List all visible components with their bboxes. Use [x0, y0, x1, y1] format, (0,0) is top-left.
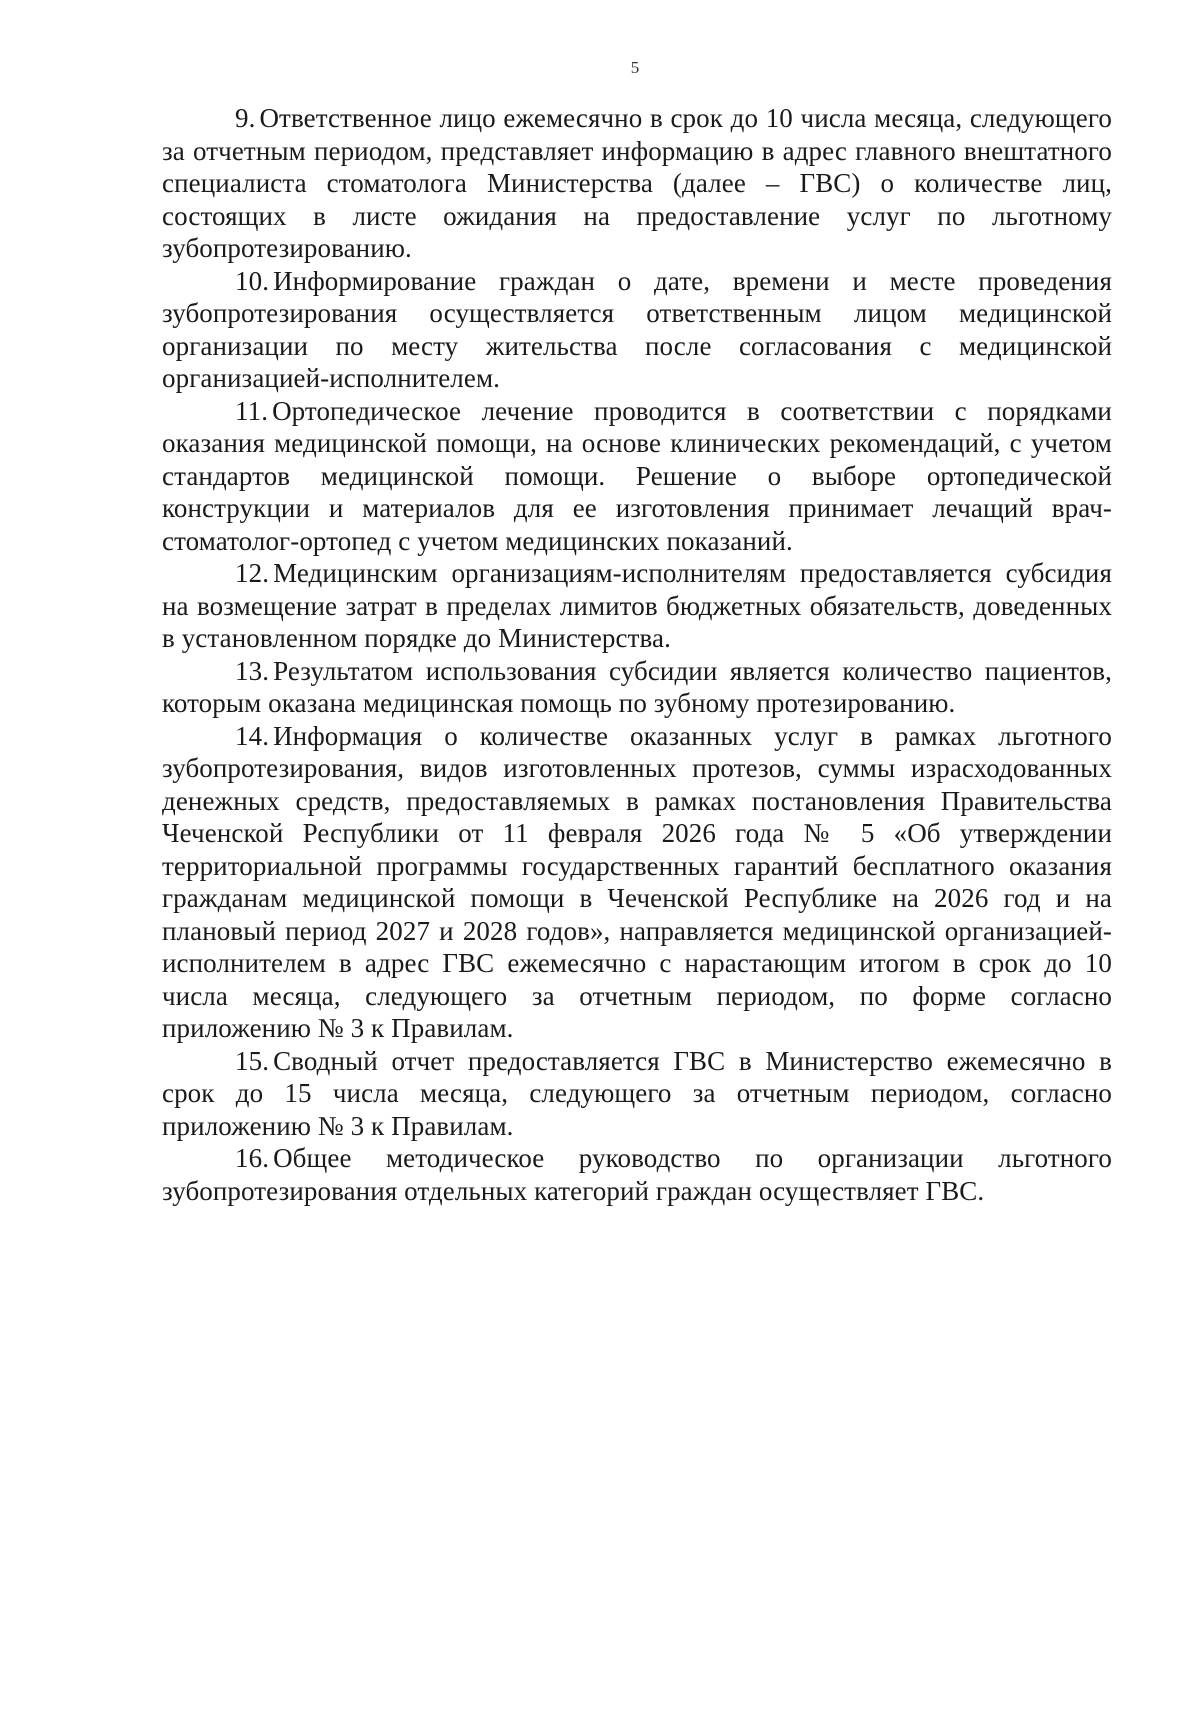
paragraph-13: [162, 655, 1112, 720]
paragraph-14: [162, 720, 1112, 1045]
paragraph-text: Ортопедическое лечение проводится в соответствии с порядками оказания медицинской помощи, на основе клинических рекомендаций, с учетом стандартов медицинской помощи. Решение о выборе ортопедической конструкции и материалов для ее изготовления принимает лечащий врач-стоматолог-ортопед с учетом медицинских показаний.: [162, 395, 1112, 556]
paragraph-number: 14.: [235, 720, 270, 751]
paragraph-15: [162, 1045, 1112, 1143]
paragraph-text: Сводный отчет предоставляется ГВС в Министерство ежемесячно в срок до 15 числа месяца, следующего за отчетным периодом, согласно приложению № 3 к Правилам.: [162, 1045, 1112, 1141]
paragraph-number: 11.: [235, 395, 269, 426]
paragraph-number: 15.: [235, 1045, 270, 1076]
paragraph-text: Информирование граждан о дате, времени и месте проведения зубопротезирования осуществляется ответственным лицом медицинской организации по месту жительства после согласования с медицинской организацией-исполнителем.: [162, 265, 1112, 393]
paragraph-16: [162, 1142, 1112, 1207]
paragraph-number: 13.: [235, 655, 270, 686]
paragraph-10: [162, 265, 1112, 395]
paragraph-text: Медицинским организациям-исполнителям предоставляется субсидия на возмещение затрат в пределах лимитов бюджетных обязательств, доведенных в установленном порядке до Министерства.: [162, 558, 1112, 653]
paragraph-number: 9.: [235, 103, 256, 133]
paragraph-text: Общее методическое руководство по организации льготного зубопротезирования отдельных категорий граждан осуществляет ГВС.: [162, 1143, 1112, 1206]
paragraph-text: Результатом использования субсидии является количество пациентов, которым оказана медицинская помощь по зубному протезированию.: [162, 655, 1112, 718]
document-body: [162, 102, 1112, 1207]
paragraph-9: [162, 102, 1112, 265]
page-number: 5: [630, 58, 640, 77]
paragraph-12: [162, 557, 1112, 655]
paragraph-number: 16.: [235, 1143, 270, 1173]
paragraph-text: Информация о количестве оказанных услуг в рамках льготного зубопротезирования, видов изготовленных протезов, суммы израсходованных денежных средств, предоставляемых в рамках постановления Правительства Чеченской Республики от 11 февраля 2026 года № 5 «Об утверждении территориальной программы государственных гарантий бесплатного оказания гражданам медицинской помощи в Чеченской Республике на 2026 год и на плановый период 2027 и 2028 годов», направляется медицинской организацией-исполнителем в адрес ГВС ежемесячно с нарастающим итогом в срок до 10 числа месяца, следующего за отчетным периодом, по форме согласно приложению № 3 к Правилам.: [162, 720, 1112, 1043]
paragraph-text: Ответственное лицо ежемесячно в срок до 10 числа месяца, следующего за отчетным периодом, представляет информацию в адрес главного внештатного специалиста стоматолога Министерства (далее – ГВС) о количестве лиц, состоящих в листе ожидания на предоставление услуг по льготному зубопротезированию.: [162, 103, 1112, 263]
paragraph-number: 10.: [235, 265, 270, 296]
paragraph-11: [162, 395, 1112, 558]
paragraph-number: 12.: [235, 558, 270, 588]
